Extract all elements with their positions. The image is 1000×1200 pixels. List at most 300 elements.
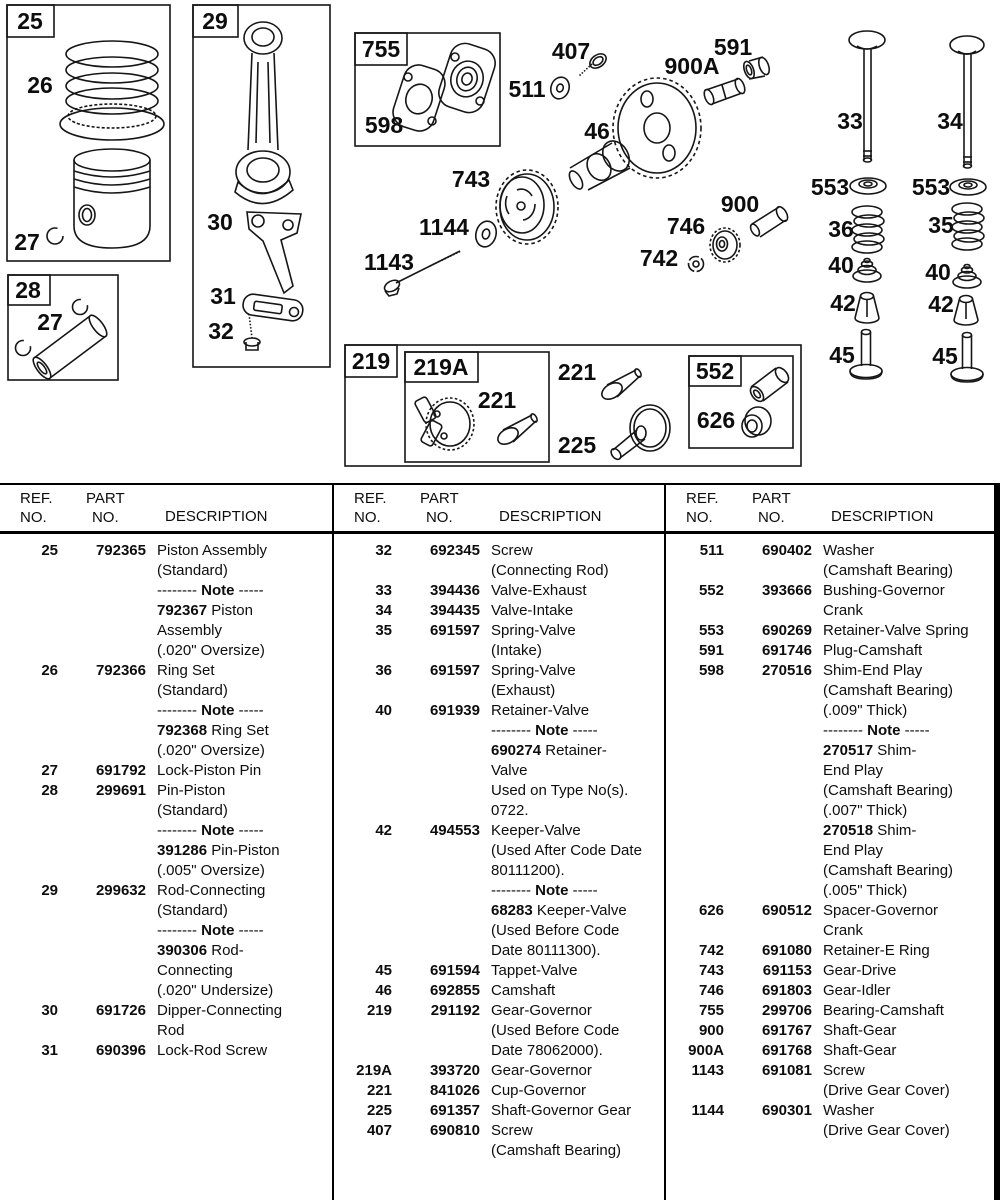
description-text: Gear-Governor [491, 1002, 592, 1019]
description-cell [480, 781, 628, 801]
part-no-cell [724, 721, 812, 741]
table-line [334, 941, 664, 961]
part-no-cell: 691081 [761, 1062, 812, 1079]
callout-35: 35 [928, 212, 954, 238]
ref-no-cell [666, 561, 724, 581]
part-no-cell [392, 741, 480, 761]
description-cell [480, 641, 542, 661]
description-bold-text: 792368 [157, 722, 208, 739]
ref-no-cell [0, 821, 58, 841]
connecting-rod-box [193, 5, 330, 367]
ref-no-cell [0, 701, 58, 721]
description-cell [480, 821, 581, 841]
description-cell [480, 741, 607, 761]
description-header: DESCRIPTION [499, 508, 602, 525]
ref-no-cell [666, 761, 724, 781]
part-no-cell [724, 841, 812, 861]
description-cell [812, 1061, 865, 1081]
camshaft-bearing-screw [552, 38, 609, 76]
table-line [334, 1001, 664, 1021]
part-no-cell [58, 641, 146, 661]
description-cell [812, 821, 916, 841]
callout-591: 591 [713, 34, 753, 60]
valve-spring-retainer-intake [912, 174, 986, 200]
table-line [334, 1041, 664, 1061]
part-no-cell [724, 1081, 812, 1101]
description-cell [812, 541, 874, 561]
description-text: -------- [823, 722, 868, 739]
ref-no-cell [0, 941, 58, 961]
description-cell [146, 641, 265, 661]
part-no-cell [58, 941, 146, 961]
description-text: Retainer-Valve Spring [823, 622, 969, 639]
page-edge-border [994, 483, 1000, 1200]
description-bold-text: 792367 [157, 602, 208, 619]
camshaft-bearing-washer [508, 75, 572, 102]
ref-no-header: REF. NO. [20, 490, 53, 526]
description-text: Rod- [207, 942, 244, 959]
exploded-parts-diagram [0, 0, 1000, 483]
part-no-cell: 691768 [761, 1042, 812, 1059]
callout-32: 32 [208, 318, 234, 344]
description-cell [146, 881, 265, 901]
description-text: (Standard) [157, 902, 228, 919]
description-cell [480, 1041, 603, 1061]
ref-no-cell [0, 921, 58, 941]
table-line [666, 621, 1000, 641]
part-no-cell: 692855 [429, 982, 480, 999]
description-bold-text: 270518 [823, 822, 874, 839]
description-text: (Drive Gear Cover) [823, 1122, 950, 1139]
description-text: Shaft-Governor Gear [491, 1102, 632, 1119]
description-text: Connecting [157, 962, 233, 979]
description-cell [480, 1061, 592, 1081]
table-line [666, 1001, 1000, 1021]
description-text: (Camshaft Bearing) [491, 1142, 622, 1159]
valve-keeper-exhaust [830, 290, 879, 323]
description-cell [812, 581, 945, 601]
table-line [334, 1081, 664, 1101]
table-line [334, 681, 664, 701]
table-line [666, 921, 1000, 941]
callout-27: 27 [37, 309, 63, 335]
callout-26: 26 [27, 72, 53, 98]
column-header [666, 485, 1000, 534]
description-text: -------- [157, 702, 202, 719]
description-text: (Connecting Rod) [491, 562, 609, 579]
description-cell [480, 1101, 631, 1121]
description-cell [146, 541, 267, 561]
description-cell [480, 1081, 586, 1101]
table-line [0, 541, 332, 561]
part-no-cell [724, 881, 812, 901]
description-text: (Used Before Code [491, 1022, 620, 1039]
description-text: (Standard) [157, 682, 228, 699]
part-no-header: PART NO. [752, 490, 791, 526]
description-cell [480, 761, 527, 781]
part-no-cell: 691792 [95, 762, 146, 779]
table-line [334, 701, 664, 721]
ref-no-cell [666, 1121, 724, 1141]
callout-221: 221 [557, 359, 597, 385]
valve-retainer-exhaust [828, 252, 881, 282]
drive-gear-screw [364, 249, 461, 296]
camshaft [567, 78, 701, 191]
description-text: Keeper-Valve [491, 822, 581, 839]
description-text: Camshaft [491, 982, 556, 999]
description-text: Ring Set [157, 662, 215, 679]
description-text: Washer [823, 1102, 875, 1119]
description-text: Screw [823, 1062, 865, 1079]
description-text: Crank [823, 602, 864, 619]
callout-34: 34 [937, 108, 963, 134]
part-no-cell [58, 841, 146, 861]
ref-no-cell [334, 921, 392, 941]
description-bold-text: Note [201, 922, 235, 939]
table-line [0, 821, 332, 841]
part-no-cell: 691597 [429, 662, 480, 679]
table-line [334, 721, 664, 741]
description-text: Assembly [157, 622, 223, 639]
table-line [334, 661, 664, 681]
valve-spring-exhaust [828, 206, 884, 253]
parts-column-3 [664, 485, 1000, 1200]
description-cell [146, 721, 269, 741]
part-no-cell [392, 561, 480, 581]
table-line [0, 781, 332, 801]
description-text: End Play [823, 842, 884, 859]
description-text: (Used Before Code [491, 922, 620, 939]
part-no-cell: 691726 [95, 1002, 146, 1019]
description-cell [146, 601, 253, 621]
ref-no-cell: 28 [41, 782, 58, 799]
callout-42: 42 [830, 290, 856, 316]
part-no-header: PART NO. [420, 490, 459, 526]
table-line [0, 1001, 332, 1021]
table-line [666, 981, 1000, 1001]
shaft-gear-900a [665, 53, 747, 106]
callout-1143: 1143 [364, 249, 414, 275]
part-no-cell [58, 821, 146, 841]
ref-no-cell [666, 721, 724, 741]
description-text: (Intake) [491, 642, 542, 659]
ref-no-cell: 30 [41, 1002, 58, 1019]
description-cell [812, 961, 896, 981]
description-text: Dipper-Connecting [157, 1002, 283, 1019]
callout-42: 42 [928, 291, 954, 317]
part-no-cell: 299632 [95, 882, 146, 899]
valve-spring-intake [928, 203, 984, 250]
callout-29: 29 [202, 8, 228, 34]
parts-rows [666, 534, 1000, 1141]
callout-219A: 219A [413, 354, 469, 380]
description-cell [480, 801, 529, 821]
ref-no-cell: 742 [698, 942, 724, 959]
part-no-cell [724, 701, 812, 721]
ref-no-cell: 32 [375, 542, 392, 559]
description-cell [812, 601, 863, 621]
part-no-cell: 841026 [429, 1082, 480, 1099]
description-bold-text: Note [201, 702, 235, 719]
description-cell [146, 701, 264, 721]
description-text: Shim- [873, 742, 917, 759]
ref-no-cell [334, 801, 392, 821]
description-text: Gear-Idler [823, 982, 891, 999]
description-cell [480, 701, 589, 721]
column-header [0, 485, 332, 534]
table-line [0, 681, 332, 701]
description-text: Rod-Connecting [157, 882, 266, 899]
description-text: (Standard) [157, 562, 228, 579]
description-text: (Used After Code Date [491, 842, 642, 859]
part-no-cell [58, 601, 146, 621]
description-cell [146, 981, 273, 1001]
callout-1144: 1144 [419, 214, 469, 240]
callout-900: 900 [720, 191, 760, 217]
table-line [0, 741, 332, 761]
part-no-cell: 691594 [429, 962, 480, 979]
description-cell [812, 761, 883, 781]
description-text: Ring Set [207, 722, 269, 739]
part-no-cell: 690402 [761, 542, 812, 559]
description-text: Bearing-Camshaft [823, 1002, 944, 1019]
ref-no-cell [0, 901, 58, 921]
valve-spring-retainer-exhaust [811, 174, 886, 200]
part-no-cell [724, 861, 812, 881]
table-line [0, 601, 332, 621]
description-cell [812, 1001, 944, 1021]
table-line [334, 561, 664, 581]
piston-pin-box [8, 275, 118, 381]
part-no-cell [392, 801, 480, 821]
description-cell [146, 841, 280, 861]
description-text: Piston Assembly [157, 542, 268, 559]
ref-no-cell: 755 [698, 1002, 724, 1019]
table-line [0, 721, 332, 741]
piston-assembly-box [7, 5, 170, 261]
description-cell [146, 621, 222, 641]
part-no-cell: 270516 [761, 662, 812, 679]
ref-no-cell [666, 741, 724, 761]
table-line [0, 881, 332, 901]
ref-no-cell: 40 [375, 702, 392, 719]
description-text: Gear-Drive [823, 962, 897, 979]
description-cell [480, 661, 576, 681]
description-text: Gear-Governor [491, 1062, 592, 1079]
description-text: Used on Type No(s). [491, 782, 629, 799]
table-line [666, 701, 1000, 721]
description-text: Pin-Piston [157, 782, 226, 799]
table-line [666, 941, 1000, 961]
table-line [334, 861, 664, 881]
part-no-cell [392, 881, 480, 901]
description-cell [812, 781, 953, 801]
ref-no-cell [0, 641, 58, 661]
ref-no-cell: 743 [698, 962, 724, 979]
description-cell [812, 1121, 950, 1141]
table-line [334, 741, 664, 761]
table-line [334, 801, 664, 821]
description-cell [812, 1041, 896, 1061]
ref-no-cell [334, 861, 392, 881]
part-no-cell [58, 921, 146, 941]
callout-407: 407 [551, 38, 591, 64]
table-line [334, 901, 664, 921]
camshaft-plug [714, 34, 771, 80]
part-no-cell: 690269 [761, 622, 812, 639]
callout-33: 33 [837, 108, 863, 134]
table-line [0, 641, 332, 661]
table-line [334, 841, 664, 861]
description-bold-text: 391286 [157, 842, 208, 859]
part-no-cell [58, 581, 146, 601]
ref-no-cell: 42 [375, 822, 392, 839]
part-no-cell: 691939 [429, 702, 480, 719]
ref-no-cell: 552 [698, 582, 724, 599]
table-line [666, 1041, 1000, 1061]
ref-no-cell [0, 621, 58, 641]
part-no-cell [724, 561, 812, 581]
description-cell [146, 661, 215, 681]
callout-900A: 900A [664, 53, 720, 79]
ref-no-cell [0, 601, 58, 621]
description-cell [480, 541, 533, 561]
ref-no-cell: 29 [41, 882, 58, 899]
description-text: (Camshaft Bearing) [823, 682, 954, 699]
ref-no-cell: 33 [375, 582, 392, 599]
table-line [666, 881, 1000, 901]
table-line [334, 641, 664, 661]
table-line [0, 921, 332, 941]
governor-crank-bushing-box [689, 356, 793, 448]
description-cell [812, 1101, 874, 1121]
ref-no-cell: 25 [41, 542, 58, 559]
ref-no-cell [666, 821, 724, 841]
description-cell [480, 961, 577, 981]
description-cell [146, 801, 228, 821]
table-line [0, 1021, 332, 1041]
callout-45: 45 [829, 342, 855, 368]
description-text: -------- [491, 882, 536, 899]
valve-retainer-intake [925, 259, 981, 288]
valve-exhaust [837, 31, 885, 162]
parts-list-table [0, 483, 1000, 1200]
ref-no-cell [334, 941, 392, 961]
ref-no-cell: 598 [698, 662, 724, 679]
description-text: ----- [234, 582, 264, 599]
description-text: Valve-Intake [491, 602, 574, 619]
part-no-header: PART NO. [86, 490, 125, 526]
description-cell [146, 861, 265, 881]
description-text: Plug-Camshaft [823, 642, 923, 659]
part-no-cell: 691767 [761, 1022, 812, 1039]
description-text: Lock-Piston Pin [157, 762, 262, 779]
ref-no-cell [0, 681, 58, 701]
callout-225: 225 [557, 432, 597, 458]
ref-no-cell: 46 [375, 982, 392, 999]
description-text: -------- [157, 822, 202, 839]
description-cell [812, 1021, 896, 1041]
ref-no-cell: 36 [375, 662, 392, 679]
description-cell [812, 861, 953, 881]
ref-no-cell: 35 [375, 622, 392, 639]
parts-column-1 [0, 485, 332, 1200]
part-no-cell [58, 861, 146, 881]
description-text: Tappet-Valve [491, 962, 578, 979]
description-cell [146, 901, 228, 921]
table-line [334, 1061, 664, 1081]
part-no-cell [392, 681, 480, 701]
ref-no-cell [334, 1141, 392, 1161]
part-no-cell [724, 781, 812, 801]
part-no-cell [392, 921, 480, 941]
description-text: Screw [491, 1122, 533, 1139]
callout-511: 511 [508, 76, 546, 102]
part-no-cell: 393720 [429, 1062, 480, 1079]
ref-no-cell [666, 781, 724, 801]
table-line [666, 861, 1000, 881]
part-no-cell [392, 841, 480, 861]
ref-no-cell [666, 921, 724, 941]
part-no-cell [724, 1121, 812, 1141]
description-cell [480, 581, 587, 601]
description-cell [480, 941, 601, 961]
description-text: ----- [234, 822, 264, 839]
callout-28: 28 [15, 277, 41, 303]
ref-no-cell: 900A [688, 1042, 724, 1059]
description-cell [146, 821, 264, 841]
callout-31: 31 [210, 283, 236, 309]
table-line [334, 961, 664, 981]
description-cell [146, 1021, 185, 1041]
callout-755: 755 [361, 36, 401, 62]
table-line [0, 561, 332, 581]
ref-no-cell [666, 801, 724, 821]
table-line [666, 1061, 1000, 1081]
part-no-cell: 690810 [429, 1122, 480, 1139]
part-no-cell: 691803 [761, 982, 812, 999]
description-bold-text: Note [535, 722, 569, 739]
description-text: -------- [157, 922, 202, 939]
ref-no-cell [666, 881, 724, 901]
description-text: Rod [157, 1022, 185, 1039]
table-line [334, 1101, 664, 1121]
ref-no-cell [0, 561, 58, 581]
table-line [666, 741, 1000, 761]
description-cell [480, 1021, 619, 1041]
table-line [334, 1141, 664, 1161]
part-no-cell [392, 941, 480, 961]
description-text: Bushing-Governor [823, 582, 945, 599]
ref-no-cell [0, 841, 58, 861]
description-text: (.009" Thick) [823, 702, 908, 719]
table-line [334, 781, 664, 801]
table-line [334, 1121, 664, 1141]
description-cell [480, 881, 598, 901]
ref-no-cell [666, 681, 724, 701]
callout-742: 742 [639, 245, 679, 271]
ref-no-cell [666, 1081, 724, 1101]
ref-no-cell [0, 961, 58, 981]
description-text: (Camshaft Bearing) [823, 562, 954, 579]
table-line [334, 821, 664, 841]
ref-no-cell: 31 [41, 1042, 58, 1059]
description-cell [146, 941, 244, 961]
ref-no-cell: 511 [699, 542, 724, 559]
ref-no-cell: 34 [375, 602, 392, 619]
part-no-cell [58, 721, 146, 741]
ref-no-cell [334, 761, 392, 781]
